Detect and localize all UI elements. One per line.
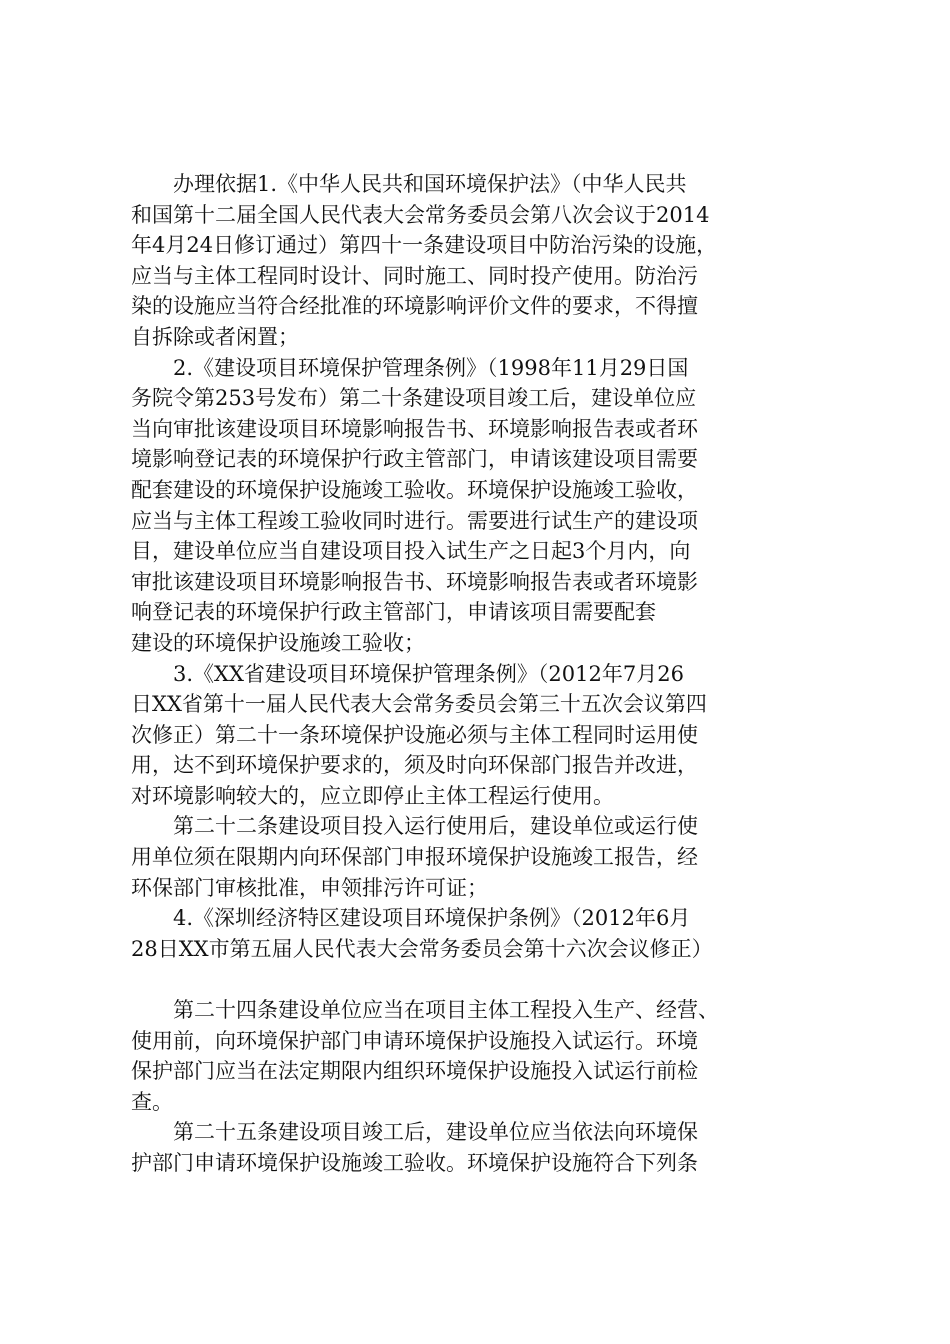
- text-line: 4.《深圳经济特区建设项目环境保护条例》（2012年6月: [131, 906, 691, 931]
- text-line: 染的设施应当符合经批准的环境影响评价文件的要求，不得擅: [131, 294, 698, 319]
- text-line: 响登记表的环境保护行政主管部门，申请该项目需要配套: [131, 600, 656, 625]
- blank-line: [131, 964, 831, 995]
- text-line: 保护部门应当在法定期限内组织环境保护设施投入试运行前检: [131, 1059, 698, 1084]
- text-line: 用单位须在限期内向环保部门申报环境保护设施竣工报告，经: [131, 845, 698, 870]
- text-line: 28日XX市第五届人民代表大会常务委员会第十六次会议修正）: [131, 936, 713, 961]
- text-line: 第二十二条建设项目投入运行使用后，建设单位或运行使: [131, 814, 698, 839]
- text-line: 应当与主体工程竣工验收同时进行。需要进行试生产的建设项: [131, 508, 698, 533]
- text-line: 第二十五条建设项目竣工后，建设单位应当依法向环境保: [131, 1120, 698, 1145]
- text-line: 使用前，向环境保护部门申请环境保护设施投入试运行。环境: [131, 1028, 698, 1053]
- text-line: 应当与主体工程同时设计、同时施工、同时投产使用。防治污: [131, 263, 698, 288]
- text-line: 配套建设的环境保护设施竣工验收。环境保护设施竣工验收，: [131, 477, 698, 502]
- text-line: 环保部门审核批准，申领排污许可证；: [131, 875, 488, 900]
- text-line: 年4月24日修订通过）第四十一条建设项目中防治污染的设施，: [131, 233, 718, 258]
- text-line: 护部门申请环境保护设施竣工验收。环境保护设施符合下列条: [131, 1151, 698, 1175]
- text-line: 2.《建设项目环境保护管理条例》（1998年11月29日国: [131, 355, 689, 380]
- text-line: 建设的环境保护设施竣工验收；: [131, 630, 425, 655]
- text-line: 和国第十二届全国人民代表大会常务委员会第八次会议于2014: [131, 202, 710, 227]
- text-line: 日XX省第十一届人民代表大会常务委员会第三十五次会议第四: [131, 692, 707, 717]
- text-line: 务院令第253号发布）第二十条建设项目竣工后，建设单位应: [131, 386, 697, 411]
- text-line: 办理依据1.《中华人民共和国环境保护法》（中华人民共: [131, 172, 687, 196]
- document-body: [131, 169, 831, 1179]
- text-line: 用，达不到环境保护要求的，须及时向环保部门报告并改进，: [131, 753, 698, 778]
- text-line: 第二十四条建设单位应当在项目主体工程投入生产、经营、: [131, 998, 719, 1023]
- text-line: 境影响登记表的环境保护行政主管部门，申请该建设项目需要: [131, 447, 698, 472]
- text-line: 次修正）第二十一条环境保护设施必须与主体工程同时运用使: [131, 722, 698, 747]
- text-line: 查。: [131, 1089, 173, 1114]
- text-line: 自拆除或者闲置；: [131, 324, 299, 349]
- text-line: 审批该建设项目环境影响报告书、环境影响报告表或者环境影: [131, 569, 698, 594]
- text-line: 3.《XX省建设项目环境保护管理条例》（2012年7月26: [131, 661, 684, 686]
- text-line: 当向审批该建设项目环境影响报告书、环境影响报告表或者环: [131, 416, 698, 441]
- text-line: 对环境影响较大的，应立即停止主体工程运行使用。: [131, 783, 614, 808]
- text-line: 目，建设单位应当自建设项目投入试生产之日起3个月内，向: [131, 539, 691, 564]
